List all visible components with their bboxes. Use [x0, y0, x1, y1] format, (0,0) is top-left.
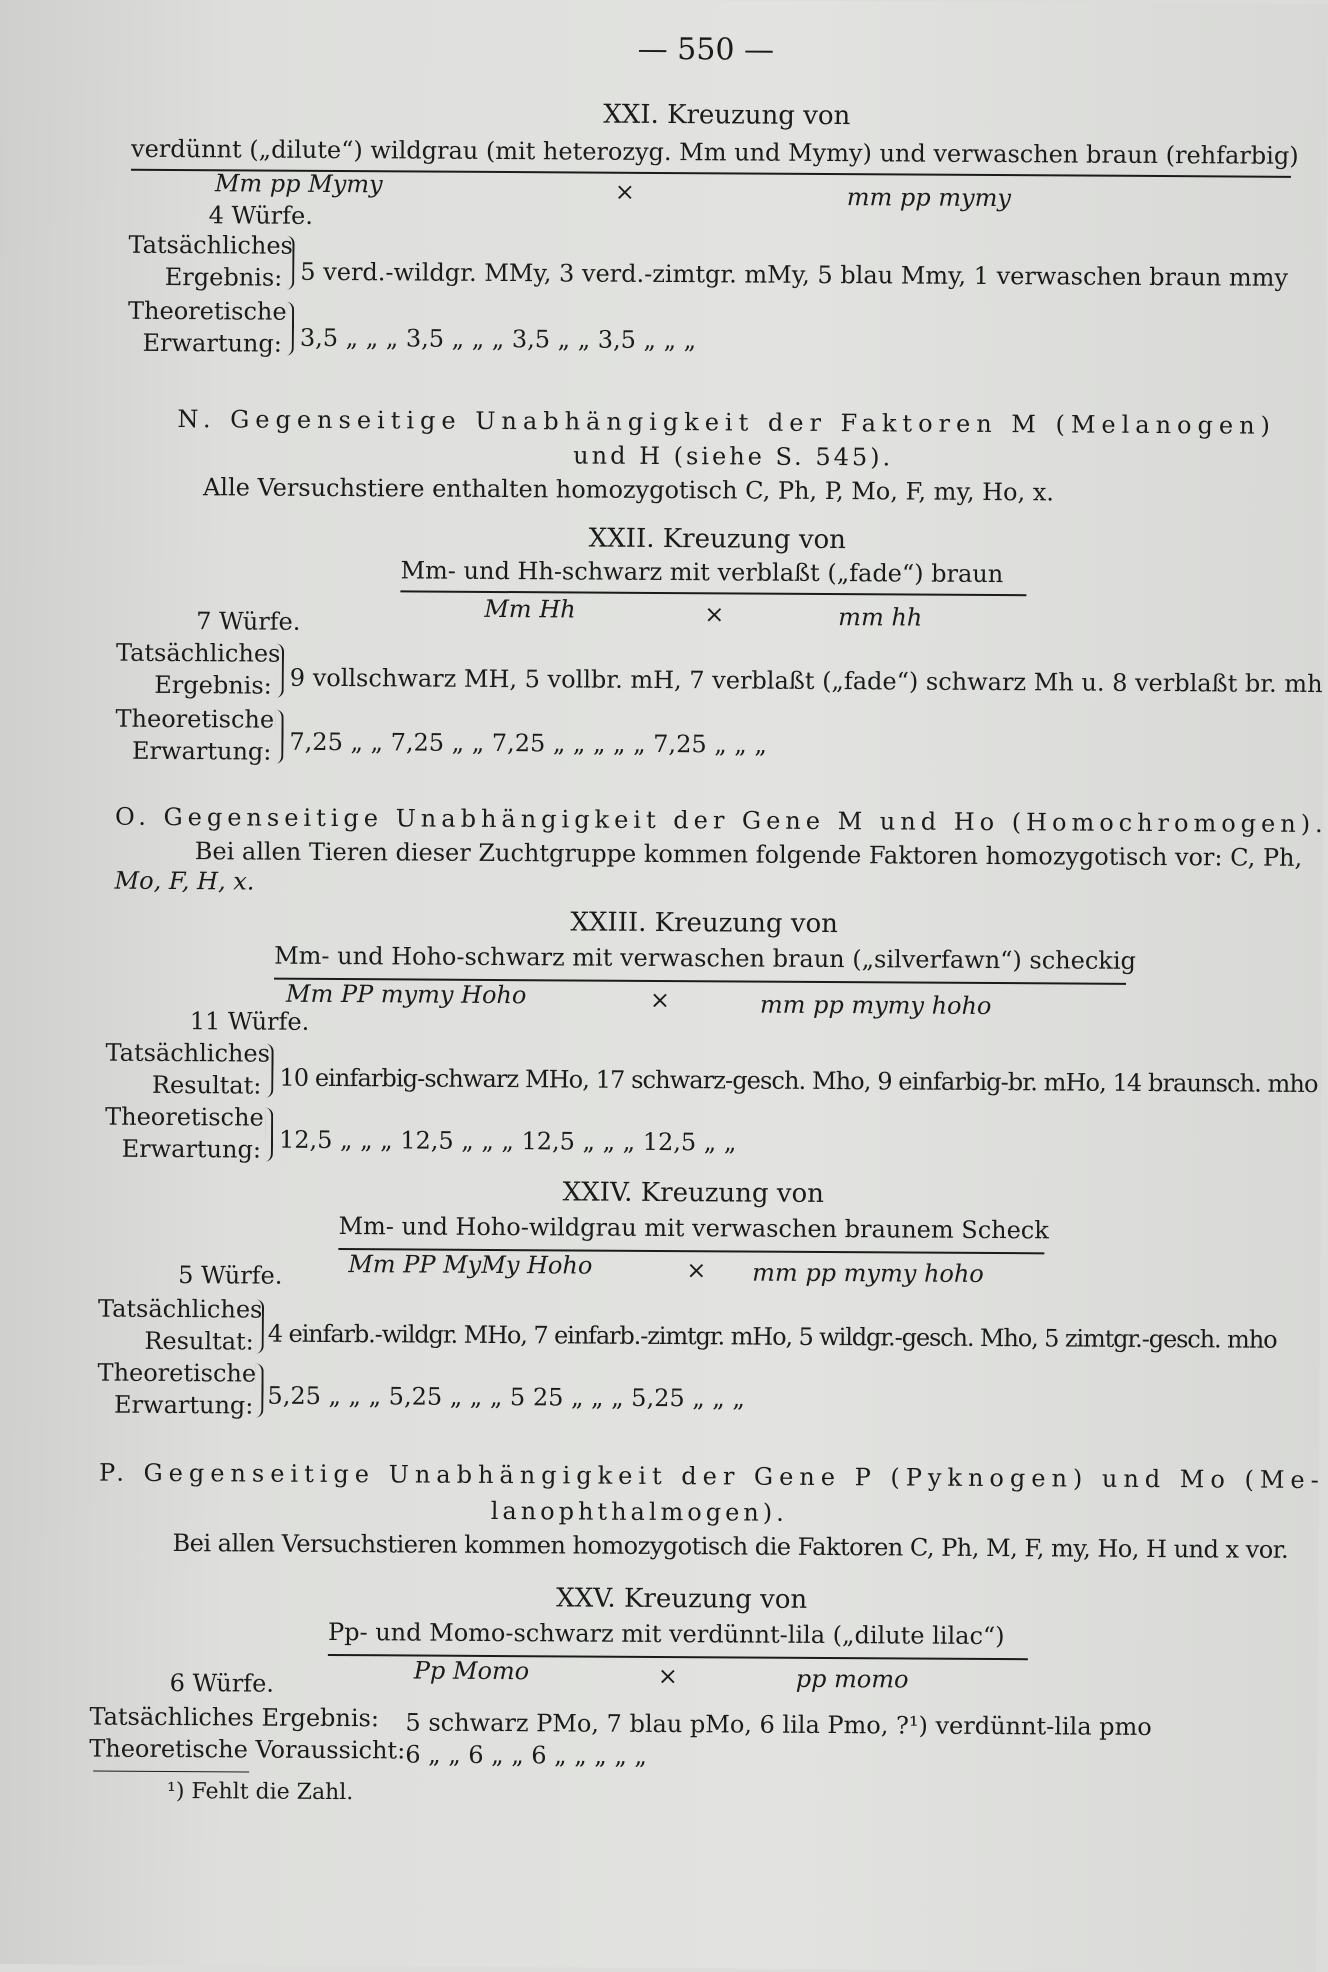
- xxiv-label-theory: [97, 1357, 257, 1422]
- xxiv-litters: 5 Würfe.: [178, 1261, 283, 1290]
- xxii-label-theory-1: Theoretische: [115, 704, 275, 734]
- footnote-rule: [93, 1771, 249, 1773]
- xxiii-left-genotype: Mm PP mymy Hoho: [285, 979, 527, 1010]
- xxiii-litters: 11 Würfe.: [189, 1007, 310, 1036]
- xxii-expected-values: 7,25 „ „ 7,25 „ „ 7,25 „ „ „ „ „ 7,25 „ „ „: [289, 727, 767, 759]
- page-number: — 550 —: [637, 31, 775, 68]
- xxii-litters: 7 Würfe.: [196, 607, 301, 636]
- xxiii-label-actual: [105, 1037, 271, 1102]
- sec-o-intro-1: Bei allen Tieren dieser Zuchtgruppe kommen folgende Faktoren homozygotisch vor: C, Ph,: [194, 837, 1303, 872]
- xxi-cross-sign: ×: [614, 177, 636, 206]
- xxii-title: Mm- und Hh-schwarz mit verblaßt („fade“) braun: [400, 556, 1004, 589]
- xxiv-cross-sign: ×: [686, 1256, 707, 1285]
- xxii-label-theory: [115, 703, 275, 768]
- xxv-expected-values: 6 „ „ 6 „ „ 6 „ „ „ „ „: [405, 1740, 647, 1770]
- xxiv-brace-theory: [255, 1364, 263, 1418]
- xxiii-label-actual-1: Tatsächliches: [105, 1038, 271, 1068]
- xxv-left-genotype: Pp Momo: [413, 1656, 530, 1686]
- xxii-left-genotype: Mm Hh: [484, 594, 576, 624]
- xxiii-label-theory-2: Erwartung:: [121, 1134, 262, 1164]
- xxiii-expected-values: 12,5 „ „ „ 12,5 „ „ „ 12,5 „ „ „ 12,5 „ „: [278, 1125, 737, 1157]
- xxv-label-theory: Theoretische Voraussicht:: [89, 1734, 406, 1765]
- sec-n-intro: Alle Versuchstiere enthalten homozygotisch C, Ph, P, Mo, F, my, Ho, x.: [202, 473, 1055, 507]
- xxii-brace-actual: [276, 644, 284, 698]
- xxi-brace-theory: [286, 302, 294, 356]
- xxiv-label-theory-1: Theoretische: [97, 1358, 257, 1388]
- sec-p-intro: Bei allen Versuchstieren kommen homozygotisch die Faktoren C, Ph, M, F, my, Ho, H und x vor.: [172, 1529, 1289, 1564]
- xxv-litters: 6 Würfe.: [169, 1669, 275, 1698]
- xxiii-label-actual-2: Resultat:: [151, 1070, 262, 1100]
- xxiii-cross-sign: ×: [649, 985, 671, 1015]
- xxi-title: verdünnt („dilute“) wildgrau (mit heterozyg. Mm und Mymy) und verwaschen braun (rehfarbig): [130, 134, 1299, 170]
- xxi-label-actual-2: Ergebnis:: [164, 262, 283, 292]
- xxiv-expected-values: 5,25 „ „ „ 5,25 „ „ „ 5 25 „ „ „ 5,25 „ „ „: [267, 1381, 745, 1413]
- xxii-label-actual-2: Ergebnis:: [154, 670, 272, 700]
- xxiii-right-genotype: mm pp mymy hoho: [759, 990, 992, 1021]
- sec-n-heading-2: und H (siehe S. 545).: [573, 441, 894, 472]
- xxi-label-theory-2: Erwartung:: [142, 328, 282, 358]
- xxi-litters: 4 Würfe.: [208, 201, 314, 230]
- xxi-brace-actual: [286, 236, 294, 290]
- xxi-left-genotype: Mm pp Mymy: [214, 169, 383, 199]
- xxiii-actual-values: 10 einfarbig-schwarz MHo, 17 schwarz-gesch. Mho, 9 einfarbig-br. mHo, 14 braunsch. mho: [279, 1063, 1318, 1099]
- xxi-heading: XXI. Kreuzung von: [603, 99, 851, 132]
- xxii-cross-sign: ×: [704, 600, 725, 629]
- xxii-heading: XXII. Kreuzung von: [588, 523, 847, 556]
- sec-p-heading-2: lanophthalmogen).: [490, 1496, 788, 1527]
- xxiii-label-theory-1: Theoretische: [105, 1102, 264, 1132]
- xxi-label-actual: [128, 229, 293, 294]
- xxi-label-actual-1: Tatsächliches: [128, 230, 293, 260]
- xxii-label-actual: [115, 637, 281, 702]
- xxiv-left-genotype: Mm PP MyMy Hoho: [348, 1250, 593, 1280]
- footnote: ¹) Fehlt die Zahl.: [166, 1778, 354, 1806]
- xxiv-label-actual-1: Tatsächliches: [97, 1294, 263, 1324]
- sec-n-heading-1: N. Gegenseitige Unabhängigkeit der Faktoren M (Melanogen): [177, 405, 1277, 440]
- xxii-label-theory-2: Erwartung:: [131, 736, 272, 766]
- xxv-right-genotype: pp momo: [795, 1664, 909, 1694]
- xxi-actual-values: 5 verd.-wildgr. MMy, 3 verd.-zimtgr. mMy, 5 blau Mmy, 1 verwaschen braun mmy: [300, 257, 1289, 292]
- xxiii-brace-theory: [265, 1108, 273, 1162]
- xxii-brace-theory: [275, 710, 283, 764]
- sec-p-heading-1: P. Gegenseitige Unabhängigkeit der Gene P (Pyknogen) und Mo (Me-: [98, 1458, 1325, 1495]
- sec-o-intro-2: Mo, F, H, x.: [114, 866, 255, 896]
- xxi-expected-values: 3,5 „ „ „ 3,5 „ „ „ 3,5 „ „ 3,5 „ „ „: [299, 323, 697, 355]
- xxv-actual-values: 5 schwarz PMo, 7 blau pMo, 6 lila Pmo, ?¹) verdünnt-lila pmo: [405, 1708, 1152, 1742]
- xxiv-label-actual: [97, 1293, 263, 1358]
- xxiii-title: Mm- und Hoho-schwarz mit verwaschen braun („silverfawn“) scheckig: [274, 941, 1136, 975]
- xxiv-heading: XXIV. Kreuzung von: [562, 1177, 825, 1209]
- xxiv-label-theory-2: Erwartung:: [113, 1390, 254, 1420]
- xxi-label-theory: [128, 295, 287, 360]
- xxv-label-actual: Tatsächliches Ergebnis:: [89, 1702, 380, 1733]
- xxii-actual-values: 9 vollschwarz MH, 5 vollbr. mH, 7 verblaßt („fade“) schwarz Mh u. 8 verblaßt br. mh: [289, 663, 1323, 699]
- xxii-right-genotype: mm hh: [838, 603, 923, 632]
- xxiv-actual-values: 4 einfarb.-wildgr. MHo, 7 einfarb.-zimtgr. mHo, 5 wildgr.-gesch. Mho, 5 zimtgr.-gesch. mho: [267, 1319, 1277, 1354]
- xxv-cross-sign: ×: [657, 1661, 678, 1691]
- sec-o-heading: O. Gegenseitige Unabhängigkeit der Gene M und Ho (Homochromogen).: [114, 802, 1328, 839]
- xxi-right-genotype: mm pp mymy: [846, 183, 1012, 213]
- xxiii-heading: XXIII. Kreuzung von: [570, 907, 838, 940]
- xxv-heading: XXV. Kreuzung von: [556, 1583, 808, 1615]
- xxiii-label-theory: [105, 1101, 264, 1166]
- xxiv-right-genotype: mm pp mymy hoho: [752, 1258, 984, 1288]
- xxiv-label-actual-2: Resultat:: [144, 1326, 254, 1356]
- xxii-label-actual-1: Tatsächliches: [115, 638, 281, 668]
- xxiii-brace-actual: [265, 1044, 273, 1098]
- xxi-label-theory-1: Theoretische: [128, 296, 287, 326]
- xxv-title: Pp- und Momo-schwarz mit verdünnt-lila („dilute lilac“): [327, 1617, 1005, 1651]
- xxiv-title: Mm- und Hoho-wildgrau mit verwaschen braunem Scheck: [338, 1212, 1049, 1245]
- xxiv-brace-actual: [256, 1300, 264, 1354]
